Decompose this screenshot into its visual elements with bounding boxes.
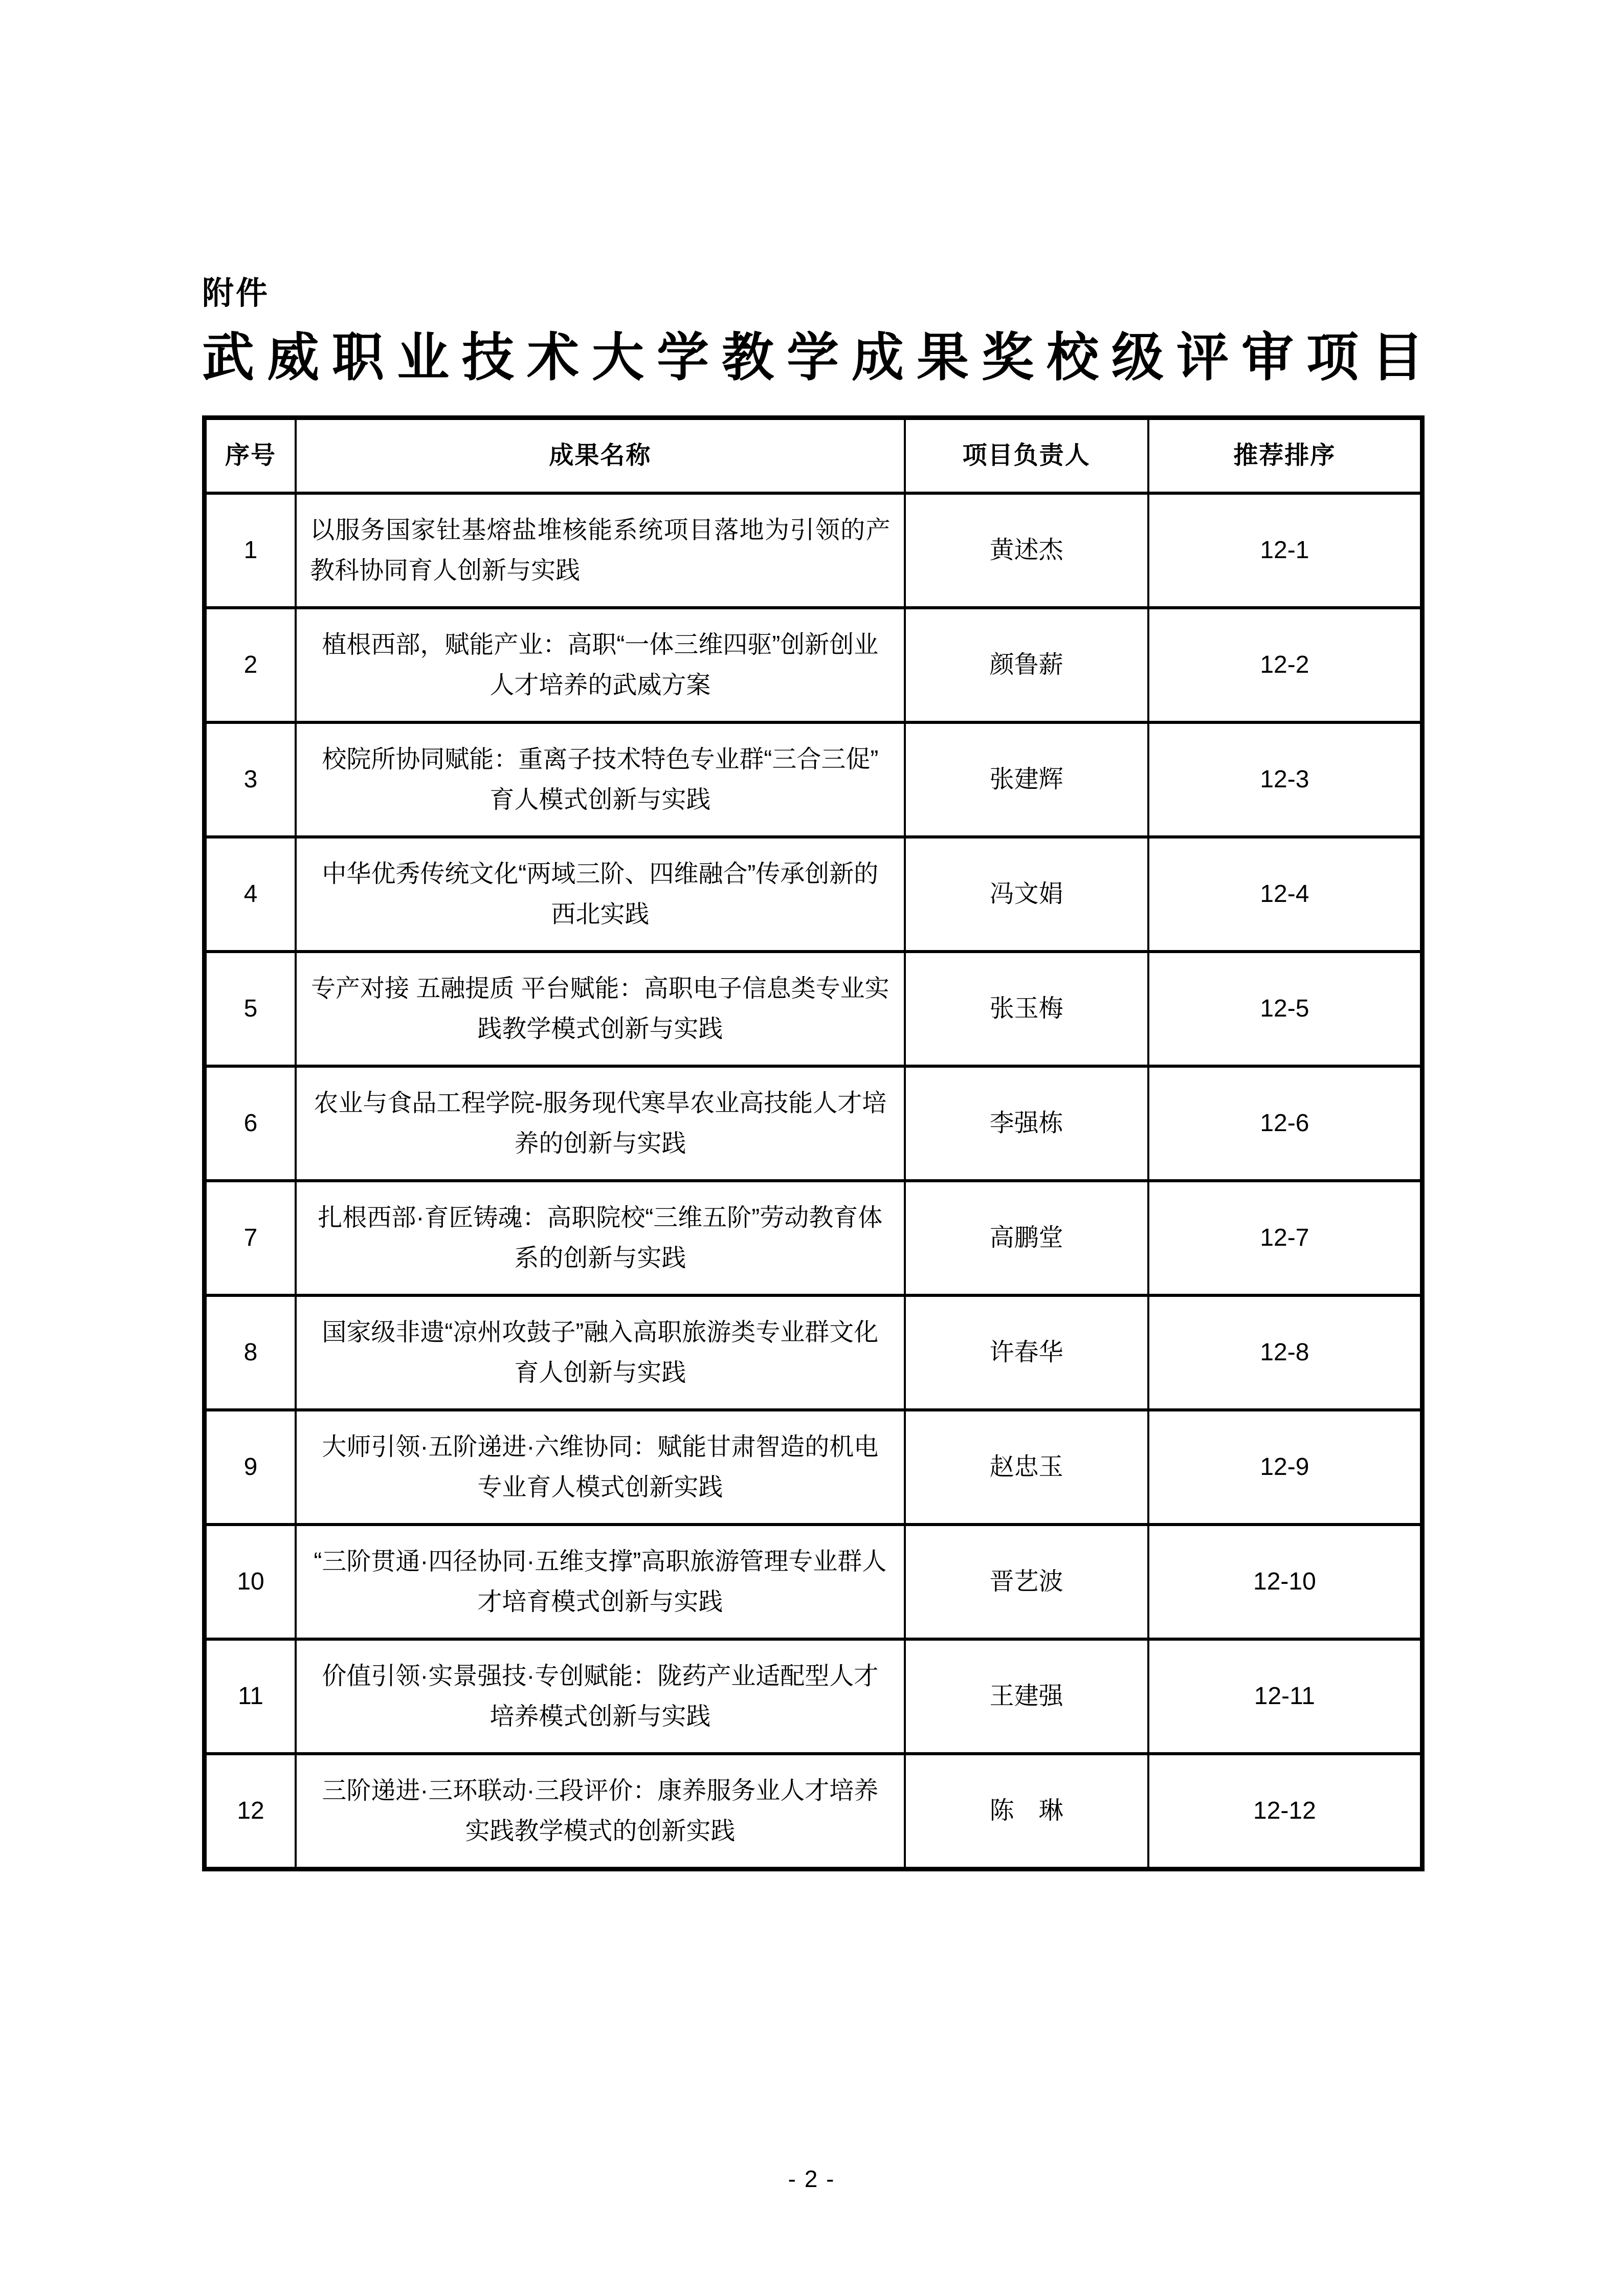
cell-no: 11 — [205, 1639, 296, 1754]
table-row — [205, 1295, 1422, 1410]
cell-name: 大师引领·五阶递进·六维协同：赋能甘肃智造的机电专业育人模式创新实践 — [296, 1410, 905, 1525]
table-row — [205, 722, 1422, 837]
cell-order: 12-2 — [1148, 608, 1422, 722]
cell-name: 植根西部，赋能产业：高职“一体三维四驱”创新创业人才培养的武威方案 — [296, 608, 905, 722]
cell-name: 校院所协同赋能：重离子技术特色专业群“三合三促”育人模式创新与实践 — [296, 722, 905, 837]
table-row — [205, 1754, 1422, 1869]
header-cell-leader: 项目负责人 — [905, 417, 1148, 493]
cell-no: 1 — [205, 493, 296, 608]
review-projects-table — [202, 415, 1425, 1871]
cell-name: “三阶贯通·四径协同·五维支撑”高职旅游管理专业群人才培育模式创新与实践 — [296, 1525, 905, 1639]
cell-leader: 张建辉 — [905, 722, 1148, 837]
document-content — [202, 276, 1425, 1871]
cell-order: 12-10 — [1148, 1525, 1422, 1639]
cell-leader: 王建强 — [905, 1639, 1148, 1754]
cell-order: 12-8 — [1148, 1295, 1422, 1410]
attachment-label: 附件 — [202, 276, 270, 311]
cell-name: 专产对接 五融提质 平台赋能：高职电子信息类专业实践教学模式创新与实践 — [296, 952, 905, 1066]
cell-order: 12-9 — [1148, 1410, 1422, 1525]
cell-order: 12-7 — [1148, 1181, 1422, 1295]
header-cell-name: 成果名称 — [296, 417, 905, 493]
cell-name: 中华优秀传统文化“两域三阶、四维融合”传承创新的西北实践 — [296, 837, 905, 952]
table-row — [205, 493, 1422, 608]
cell-no: 10 — [205, 1525, 296, 1639]
cell-no: 2 — [205, 608, 296, 722]
cell-no: 12 — [205, 1754, 296, 1869]
cell-leader: 颜鲁薪 — [905, 608, 1148, 722]
cell-order: 12-4 — [1148, 837, 1422, 952]
cell-order: 12-12 — [1148, 1754, 1422, 1869]
table-row — [205, 608, 1422, 722]
cell-leader: 冯文娟 — [905, 837, 1148, 952]
cell-no: 7 — [205, 1181, 296, 1295]
header-cell-no: 序号 — [205, 417, 296, 493]
cell-name: 以服务国家钍基熔盐堆核能系统项目落地为引领的产教科协同育人创新与实践 — [296, 493, 905, 608]
cell-leader: 赵忠玉 — [905, 1410, 1148, 1525]
cell-leader: 陈 琳 — [905, 1754, 1148, 1869]
table-row — [205, 1410, 1422, 1525]
header-cell-order: 推荐排序 — [1148, 417, 1422, 493]
cell-name: 扎根西部·育匠铸魂：高职院校“三维五阶”劳动教育体系的创新与实践 — [296, 1181, 905, 1295]
cell-name: 价值引领·实景强技·专创赋能：陇药产业适配型人才培养模式创新与实践 — [296, 1639, 905, 1754]
page-number: - 2 - — [788, 2166, 835, 2192]
cell-name: 三阶递进·三环联动·三段评价：康养服务业人才培养实践教学模式的创新实践 — [296, 1754, 905, 1869]
cell-order: 12-6 — [1148, 1066, 1422, 1181]
cell-leader: 黄述杰 — [905, 493, 1148, 608]
cell-no: 8 — [205, 1295, 296, 1410]
cell-order: 12-11 — [1148, 1639, 1422, 1754]
page-title: 武威职业技术大学教学成果奖校级评审项目 — [202, 328, 1425, 387]
cell-no: 4 — [205, 837, 296, 952]
cell-leader: 李强栋 — [905, 1066, 1148, 1181]
cell-no: 6 — [205, 1066, 296, 1181]
cell-name: 国家级非遗“凉州攻鼓子”融入高职旅游类专业群文化育人创新与实践 — [296, 1295, 905, 1410]
cell-name: 农业与食品工程学院-服务现代寒旱农业高技能人才培养的创新与实践 — [296, 1066, 905, 1181]
table-row — [205, 837, 1422, 952]
table-row — [205, 1181, 1422, 1295]
cell-leader: 晋艺波 — [905, 1525, 1148, 1639]
table-row — [205, 1066, 1422, 1181]
table-row — [205, 1639, 1422, 1754]
cell-order: 12-3 — [1148, 722, 1422, 837]
cell-no: 9 — [205, 1410, 296, 1525]
cell-no: 3 — [205, 722, 296, 837]
cell-leader: 张玉梅 — [905, 952, 1148, 1066]
cell-leader: 高鹏堂 — [905, 1181, 1148, 1295]
table-row — [205, 1525, 1422, 1639]
cell-no: 5 — [205, 952, 296, 1066]
table-header-row — [205, 417, 1422, 493]
cell-leader: 许春华 — [905, 1295, 1148, 1410]
cell-order: 12-1 — [1148, 493, 1422, 608]
table-row — [205, 952, 1422, 1066]
cell-order: 12-5 — [1148, 952, 1422, 1066]
